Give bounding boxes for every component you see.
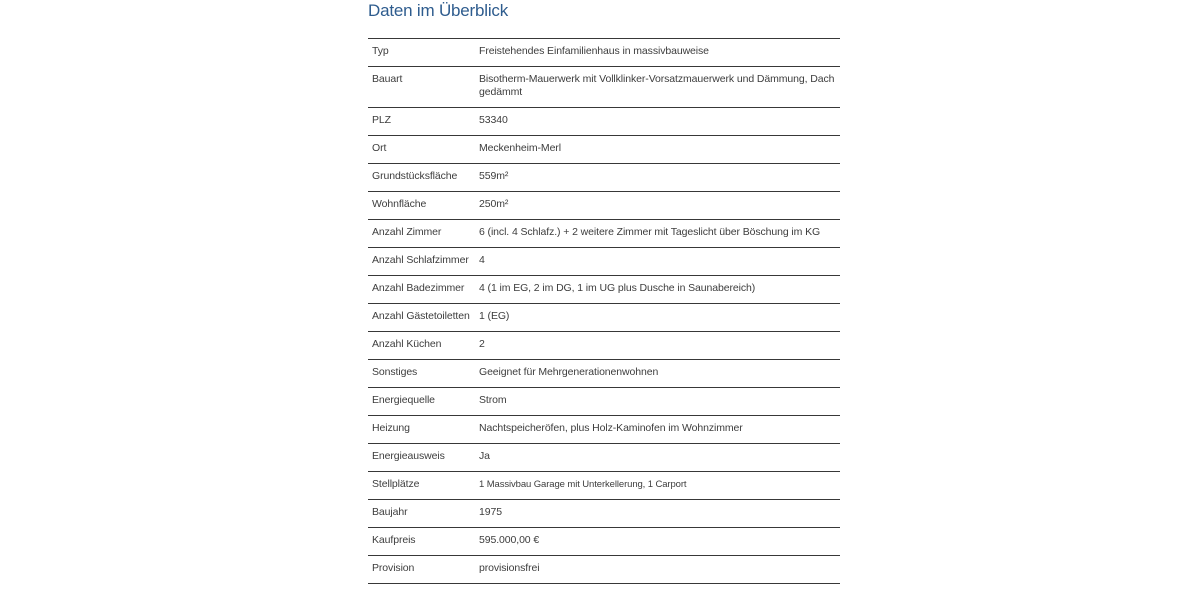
row-value: 53340 [479,113,508,126]
table-row-energiequelle [368,387,840,415]
row-value: 559m² [479,169,509,182]
row-value: Nachtspeicheröfen, plus Holz-Kaminofen im Wohnzimmer [479,421,743,434]
row-value: 1975 [479,505,502,518]
row-value: Geeignet für Mehrgenerationenwohnen [479,365,659,378]
table-row-kaufpreis [368,527,840,555]
overview-sheet [368,0,840,584]
row-value: 1 Massivbau Garage mit Unterkellerung, 1 Carport [479,478,687,490]
table-row-bauart [368,66,840,107]
row-value: provisionsfrei [479,561,540,574]
table-row-typ [368,38,840,66]
table-row-wohnflaeche [368,191,840,219]
row-label: Kaufpreis [372,533,416,546]
row-value: 2 [479,337,485,350]
row-label: Energiequelle [372,393,435,406]
table-row-sonstiges [368,359,840,387]
row-value: 6 (incl. 4 Schlafz.) + 2 weitere Zimmer mit Tageslicht über Böschung im KG [479,225,821,238]
property-data-table [368,38,840,584]
table-row-heizung [368,415,840,443]
row-value: 250m² [479,197,509,210]
table-row-plz [368,107,840,135]
table-row-anzahl-schlafzimmer [368,247,840,275]
page-title: Daten im Überblick [368,1,509,20]
row-value: Strom [479,393,507,406]
row-value: 4 (1 im EG, 2 im DG, 1 im UG plus Dusche in Saunabereich) [479,281,756,294]
row-label: Heizung [372,421,410,434]
table-row-anzahl-kuechen [368,331,840,359]
row-value: Ja [479,449,490,462]
row-value: Bisotherm-Mauerwerk mit Vollklinker-Vorsatzmauerwerk und Dämmung, Dach gedämmt [479,72,835,98]
row-label: Anzahl Gästetoiletten [372,309,470,322]
row-label: Bauart [372,72,403,85]
row-label: Typ [372,44,389,57]
row-label: Grundstücksfläche [372,169,458,182]
row-value: 1 (EG) [479,309,510,322]
table-row-ort [368,135,840,163]
table-row-stellplaetze [368,471,840,499]
row-label: Stellplätze [372,477,420,490]
row-label: PLZ [372,113,391,126]
row-value: 595.000,00 € [479,533,540,546]
row-label: Energieausweis [372,449,445,462]
table-row-provision [368,555,840,583]
row-value: Meckenheim-Merl [479,141,561,154]
row-label: Anzahl Zimmer [372,225,442,238]
table-row-baujahr [368,499,840,527]
row-label: Sonstiges [372,365,418,378]
row-value: Freistehendes Einfamilienhaus in massivbauweise [479,44,709,57]
row-label: Anzahl Schlafzimmer [372,253,469,266]
row-label: Anzahl Küchen [372,337,442,350]
row-label: Ort [372,141,387,154]
row-label: Wohnfläche [372,197,427,210]
row-value: 4 [479,253,485,266]
table-row-grundstuecksflaeche [368,163,840,191]
row-label: Provision [372,561,415,574]
table-row-anzahl-badezimmer [368,275,840,303]
row-label: Anzahl Badezimmer [372,281,465,294]
table-row-anzahl-gaestetoiletten [368,303,840,331]
table-row-energieausweis [368,443,840,471]
table-row-anzahl-zimmer [368,219,840,247]
row-label: Baujahr [372,505,408,518]
